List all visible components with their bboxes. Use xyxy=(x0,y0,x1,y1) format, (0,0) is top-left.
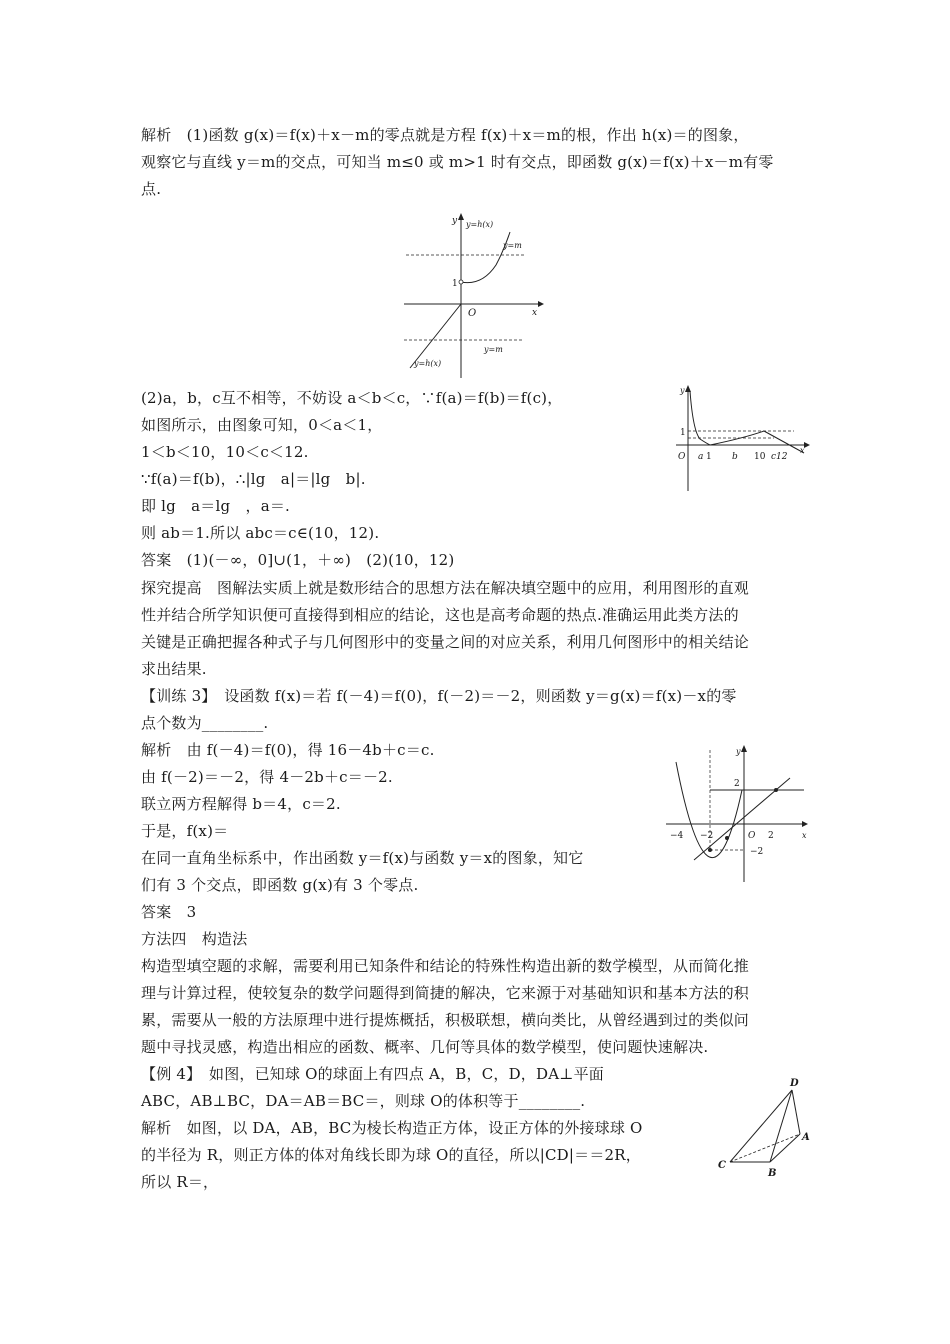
lg-curve-left xyxy=(690,391,710,445)
edge-DC xyxy=(730,1090,792,1162)
text-line: 解析 由 f(－4)＝f(0)，得 16－4b＋c＝c. xyxy=(141,741,435,759)
exercise-heading: 【训练 3】 设函数 f(x)＝若 f(－4)＝f(0)，f(－2)＝－2，则函数 y＝g(x)＝f(x)－x的零 xyxy=(141,687,737,705)
tick-one: 1 xyxy=(452,279,458,289)
text-line: (2)a，b，c互不相等，不妨设 a＜b＜c，∵f(a)＝f(b)＝f(c)， xyxy=(141,389,563,407)
text-line: 关键是正确把握各种式子与几何图形中的变量之间的对应关系，利用几何图形中的相关结论 xyxy=(141,633,750,651)
text-line: 题中寻找灵感，构造出相应的函数、概率、几何等具体的数学模型，使问题快速解决. xyxy=(141,1038,709,1056)
lower-curve-label: y=h(x) xyxy=(414,359,442,368)
tick-minus4: −4 xyxy=(670,831,684,841)
y-axis-label: y xyxy=(452,216,458,226)
text-line: 构造型填空题的求解，需要利用已知条件和结论的特殊性构造出新的数学模型，从而简化推 xyxy=(141,957,750,975)
text-line: ABC，AB⊥BC，DA＝AB＝BC＝，则球 O的体积等于________. xyxy=(141,1092,586,1110)
text-line: 求出结果. xyxy=(141,660,207,678)
text-line: 于是，f(x)＝ xyxy=(141,822,229,840)
tick-1: 1 xyxy=(706,452,712,462)
intersection-point xyxy=(725,836,729,840)
y-axis-label: y xyxy=(680,386,685,395)
figure-hx-graph xyxy=(400,210,550,380)
text-line: 性并结合所学知识便可直接得到相应的结论，这也是高考命题的热点.准确运用此类方法的 xyxy=(141,606,739,624)
y-axis-arrow xyxy=(741,745,747,752)
vertex-B: B xyxy=(768,1168,777,1179)
text-line: 的半径为 R，则正方体的体对角线长即为球 O的直径，所以|CD|＝＝2R， xyxy=(141,1146,641,1164)
text-line: 则 ab＝1.所以 abc＝c∈(10，12). xyxy=(141,524,380,542)
text-line: 们有 3 个交点，即函数 g(x)有 3 个零点. xyxy=(141,876,419,894)
answer-line: 答案 (1)(－∞，0]∪(1，＋∞) (2)(10，12) xyxy=(141,551,455,569)
intersection-point xyxy=(774,788,778,792)
hx-curve-upper xyxy=(461,232,510,283)
figure-tetrahedron xyxy=(700,1076,820,1184)
section-heading: 方法四 构造法 xyxy=(141,930,248,948)
text-line: 1＜b＜10，10＜c＜12. xyxy=(141,443,309,461)
example-heading: 【例 4】 如图，已知球 O的球面上有四点 A，B，C，D，DA⊥平面 xyxy=(141,1065,604,1083)
y-axis-label: y xyxy=(736,747,741,756)
tick-a: a xyxy=(698,452,704,462)
lower-line-label: y=m xyxy=(484,345,503,354)
y-axis-arrow xyxy=(458,213,464,220)
tick-2: 2 xyxy=(768,831,774,841)
origin-label: O xyxy=(468,308,477,319)
tick-10: 10 xyxy=(754,452,766,462)
y-tick-2: 2 xyxy=(734,779,740,789)
text-line: 点. xyxy=(141,180,162,198)
x-axis-label: x xyxy=(802,831,807,840)
text-line: 所以 R＝， xyxy=(141,1173,219,1191)
vertex-A: A xyxy=(802,1132,810,1143)
x-axis-arrow xyxy=(804,442,810,448)
x-axis-arrow xyxy=(802,821,808,827)
edge-DA xyxy=(792,1090,800,1134)
text-line: 在同一直角坐标系中，作出函数 y＝f(x)与函数 y＝x的图象，知它 xyxy=(141,849,584,867)
upper-line-label: y=m xyxy=(503,241,522,250)
origin-label: O xyxy=(678,452,686,462)
line-segment xyxy=(764,431,804,453)
vertex-C: C xyxy=(718,1160,726,1171)
text-line: 解析 (1)函数 g(x)＝f(x)＋x－m的零点就是方程 f(x)＋x＝m的根，作出 h(x)＝的图象， xyxy=(141,126,749,144)
text-line: 累，需要从一般的方法原理中进行提炼概括，积极联想，横向类比，从曾经遇到过的类似问 xyxy=(141,1011,750,1029)
open-point xyxy=(459,280,463,284)
figure-parabola xyxy=(664,742,814,884)
y-axis-arrow xyxy=(685,385,691,392)
origin-label: O xyxy=(748,831,756,841)
text-line: 即 lg a＝lg ，a＝. xyxy=(141,497,291,515)
text-line: 理与计算过程，使较复杂的数学问题得到简捷的解决，它来源于对基础知识和基本方法的积 xyxy=(141,984,750,1002)
tick-minus2: −2 xyxy=(700,831,714,841)
vertex-D: D xyxy=(790,1078,799,1089)
x-axis-arrow xyxy=(538,301,544,307)
curve-label: y=h(x) xyxy=(466,220,494,229)
text-line: 如图所示，由图象可知，0＜a＜1， xyxy=(141,416,383,434)
text-line: 观察它与直线 y＝m的交点，可知当 m≤0 或 m>1 时有交点，即函数 g(x)＝f(x)＋x－m有零 xyxy=(141,153,774,171)
text-line: 联立两方程解得 b＝4，c＝2. xyxy=(141,795,341,813)
text-line: 点个数为________. xyxy=(141,714,269,732)
tick-c12: c12 xyxy=(771,452,788,462)
text-line: 探究提高 图解法实质上就是数形结合的思想方法在解决填空题中的应用，利用图形的直观 xyxy=(141,579,750,597)
answer-line: 答案 3 xyxy=(141,903,197,921)
parabola-curve xyxy=(676,762,742,858)
edge-CA-hidden xyxy=(730,1134,800,1162)
text-line: 由 f(－2)＝－2，得 4－2b＋c＝－2. xyxy=(141,768,393,786)
text-line: 解析 如图，以 DA，AB，BC为棱长构造正方体，设正方体的外接球球 O xyxy=(141,1119,643,1137)
y-tick-one: 1 xyxy=(680,428,686,438)
intersection-point xyxy=(708,848,712,852)
text-line: ∵f(a)＝f(b)，∴|lg a|＝|lg b|. xyxy=(141,470,366,488)
x-axis-label: x xyxy=(532,308,538,318)
tick-b: b xyxy=(732,452,738,462)
y-tick-minus2: −2 xyxy=(750,847,764,857)
figure-lg-graph xyxy=(674,383,814,495)
x-axis-label: x xyxy=(800,446,805,455)
